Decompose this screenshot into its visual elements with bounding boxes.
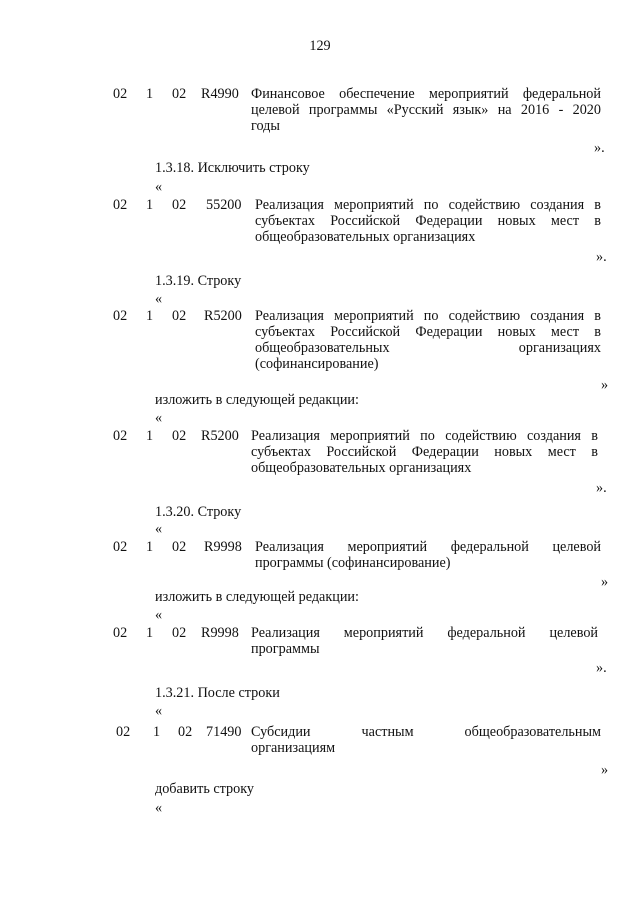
code-program: 02 — [172, 308, 187, 324]
row-description — [255, 539, 601, 571]
description-line: годы — [251, 118, 280, 134]
code-article: R5200 — [204, 308, 242, 324]
code-program: 02 — [178, 724, 193, 740]
code-article: R5200 — [201, 428, 239, 444]
opening-quote: « — [155, 410, 163, 426]
row-description — [255, 197, 601, 245]
description-line: общеобразовательных организациях — [255, 229, 476, 245]
description-line: субъектах Российской Федерации новых мест в — [251, 444, 598, 460]
code-article: R9998 — [204, 539, 242, 555]
description-line: общеобразовательных организациях — [255, 340, 601, 356]
code-program: 02 — [172, 539, 187, 555]
closing-quote: » — [601, 762, 609, 778]
row-description — [255, 308, 601, 372]
code-subsection: 1 — [146, 308, 154, 324]
description-line: субъектах Российской Федерации новых мест в — [255, 213, 601, 229]
code-article: 55200 — [206, 197, 242, 213]
code-article: 71490 — [206, 724, 242, 740]
description-line: Финансовое обеспечение мероприятий федеральной — [251, 86, 601, 102]
code-article: R4990 — [201, 86, 239, 102]
description-line: целевой программы «Русский язык» на 2016 - 2020 — [251, 102, 601, 118]
description-line: (софинансирование) — [255, 356, 379, 372]
description-line: программы (софинансирование) — [255, 555, 451, 571]
closing-quote: » — [601, 377, 609, 393]
code-section: 02 — [113, 86, 128, 102]
instruction-add: добавить строку — [155, 781, 254, 797]
closing-quote: ». — [596, 249, 607, 265]
description-line: Реализация мероприятий по содействию создания в — [251, 428, 598, 444]
code-program: 02 — [172, 625, 187, 641]
instruction-edit: изложить в следующей редакции: — [155, 392, 359, 408]
code-subsection: 1 — [146, 428, 154, 444]
description-line: субъектах Российской Федерации новых мест в — [255, 324, 601, 340]
instruction-1-3-20: 1.3.20. Строку — [155, 504, 242, 520]
description-line: Субсидии частным общеобразовательным — [251, 724, 601, 740]
row-description — [251, 724, 601, 756]
code-section: 02 — [113, 308, 128, 324]
opening-quote: « — [155, 291, 163, 307]
code-subsection: 1 — [146, 197, 154, 213]
code-subsection: 1 — [146, 625, 154, 641]
closing-quote: ». — [596, 660, 607, 676]
description-line: Реализация мероприятий по содействию создания в — [255, 197, 601, 213]
description-line: Реализация мероприятий федеральной целевой — [255, 539, 601, 555]
instruction-1-3-19: 1.3.19. Строку — [155, 273, 242, 289]
code-section: 02 — [113, 539, 128, 555]
row-description — [251, 428, 598, 476]
closing-quote: » — [601, 574, 609, 590]
code-section: 02 — [113, 197, 128, 213]
closing-quote: ». — [594, 140, 605, 156]
row-description — [251, 86, 601, 134]
opening-quote: « — [155, 703, 163, 719]
description-line: Реализация мероприятий по содействию создания в — [255, 308, 601, 324]
opening-quote: « — [155, 800, 163, 816]
row-description — [251, 625, 598, 657]
closing-quote: ». — [596, 480, 607, 496]
code-section: 02 — [113, 625, 128, 641]
code-section: 02 — [113, 428, 128, 444]
instruction-edit: изложить в следующей редакции: — [155, 589, 359, 605]
description-line: общеобразовательных организациях — [251, 460, 472, 476]
code-subsection: 1 — [153, 724, 161, 740]
code-program: 02 — [172, 86, 187, 102]
page-number: 129 — [309, 38, 331, 54]
description-line: организациям — [251, 740, 336, 756]
code-subsection: 1 — [146, 539, 154, 555]
description-line: Реализация мероприятий федеральной целевой — [251, 625, 598, 641]
instruction-1-3-18: 1.3.18. Исключить строку — [155, 160, 310, 176]
code-subsection: 1 — [146, 86, 154, 102]
opening-quote: « — [155, 179, 163, 195]
instruction-1-3-21: 1.3.21. После строки — [155, 685, 280, 701]
description-line: программы — [251, 641, 320, 657]
opening-quote: « — [155, 521, 163, 537]
opening-quote: « — [155, 607, 163, 623]
code-program: 02 — [172, 197, 187, 213]
code-article: R9998 — [201, 625, 239, 641]
code-program: 02 — [172, 428, 187, 444]
code-section: 02 — [116, 724, 131, 740]
